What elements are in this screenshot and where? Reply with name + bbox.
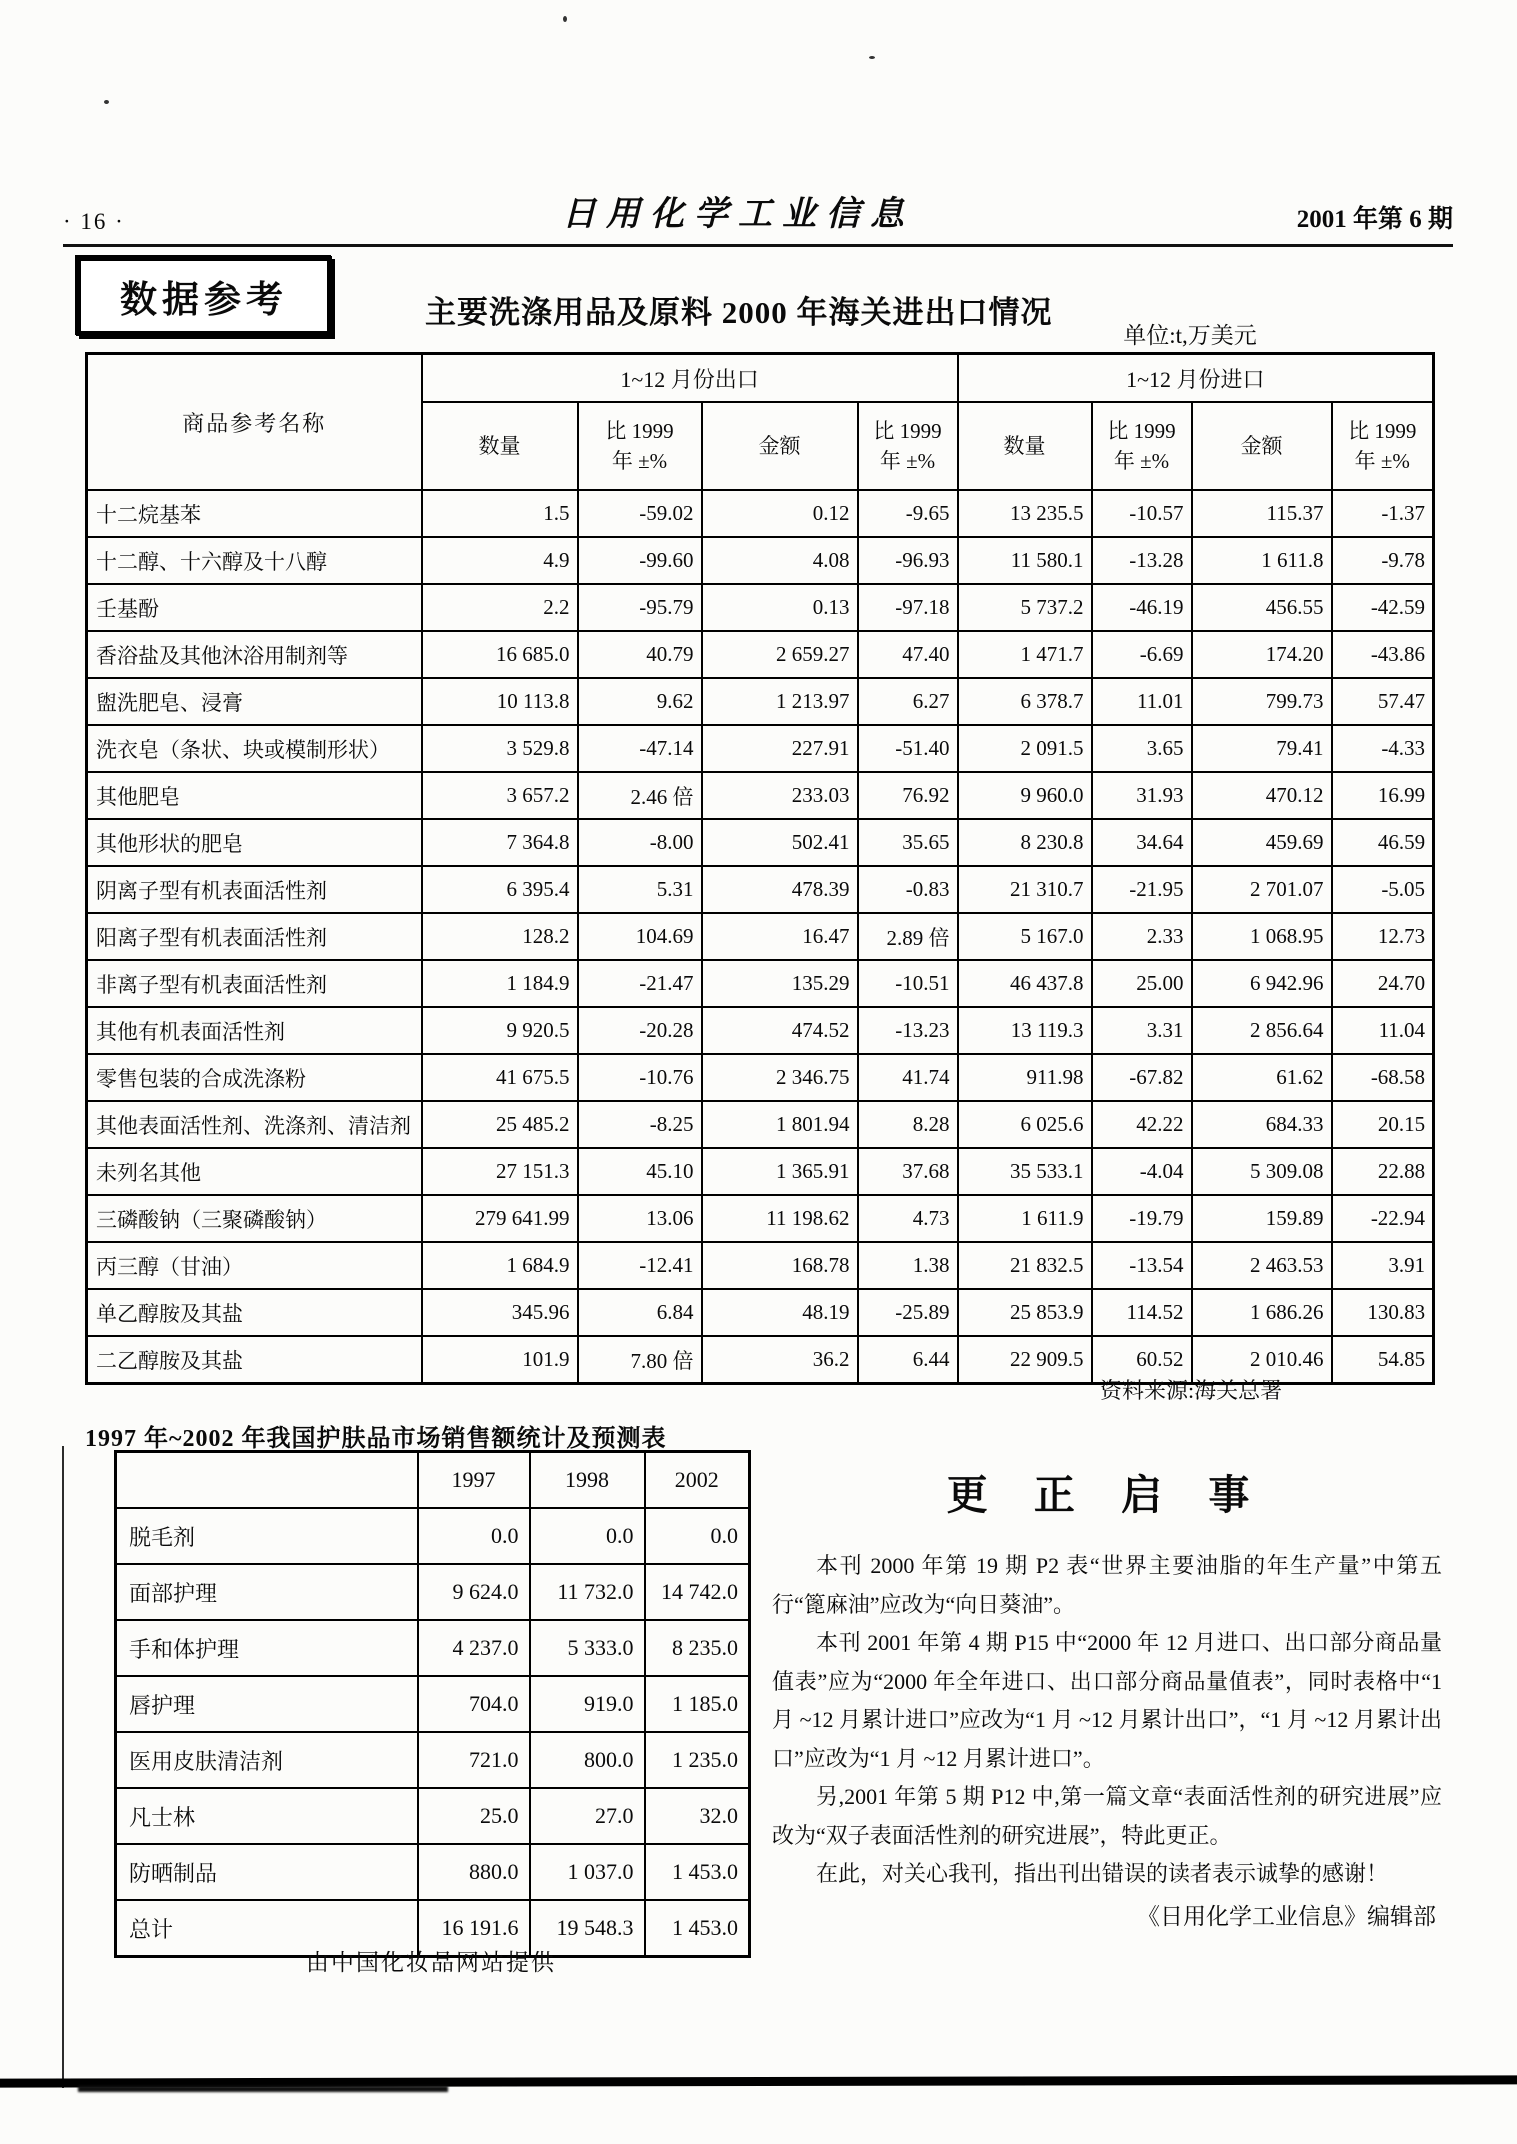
- value-cell: 1 471.7: [958, 631, 1092, 678]
- value-cell: -4.04: [1092, 1148, 1192, 1195]
- value-cell: 1.5: [422, 490, 578, 537]
- value-cell: 20.15: [1332, 1101, 1434, 1148]
- value-cell: 174.20: [1192, 631, 1332, 678]
- value-cell: -47.14: [578, 725, 702, 772]
- correction-paragraph: 在此，对关心我刊，指出刊出错误的读者表示诚挚的感谢！: [816, 1861, 1389, 1886]
- value-cell: 22.88: [1332, 1148, 1434, 1195]
- table-row: [87, 1101, 1434, 1148]
- value-cell: -8.00: [578, 819, 702, 866]
- value-cell: -5.05: [1332, 866, 1434, 913]
- value-cell: 2 701.07: [1192, 866, 1332, 913]
- value-cell: 27 151.3: [422, 1148, 578, 1195]
- value-cell: 13.06: [578, 1195, 702, 1242]
- table-row: [116, 1732, 750, 1788]
- table-row: [116, 1508, 750, 1564]
- value-cell: 47.40: [858, 631, 958, 678]
- value-cell: -4.33: [1332, 725, 1434, 772]
- value-cell: 6 025.6: [958, 1101, 1092, 1148]
- subheader-cell: 金额: [702, 402, 858, 490]
- value-cell: 79.41: [1192, 725, 1332, 772]
- value-cell: 25 485.2: [422, 1101, 578, 1148]
- table-row: [87, 678, 1434, 725]
- value-cell: 61.62: [1192, 1054, 1332, 1101]
- value-cell: 9 920.5: [422, 1007, 578, 1054]
- value-cell: 25.0: [418, 1788, 530, 1844]
- value-cell: -21.95: [1092, 866, 1192, 913]
- subheader-cell: 比 1999 年 ±%: [578, 402, 702, 490]
- page-header: [63, 186, 1453, 235]
- value-cell: 36.2: [702, 1336, 858, 1384]
- value-cell: 35 533.1: [958, 1148, 1092, 1195]
- value-cell: -13.28: [1092, 537, 1192, 584]
- value-cell: 57.47: [1332, 678, 1434, 725]
- value-cell: 115.37: [1192, 490, 1332, 537]
- value-cell: 12.73: [1332, 913, 1434, 960]
- header-rule: [63, 244, 1453, 247]
- commodity-name-cell: 阴离子型有机表面活性剂: [87, 866, 422, 913]
- table-row: [87, 819, 1434, 866]
- correction-notice: [772, 1462, 1442, 1931]
- subheader-cell: 比 1999 年 ±%: [1332, 402, 1434, 490]
- value-cell: 9 624.0: [418, 1564, 530, 1620]
- value-cell: 27.0: [530, 1788, 645, 1844]
- value-cell: -20.28: [578, 1007, 702, 1054]
- table-row: [87, 772, 1434, 819]
- value-cell: 2.33: [1092, 913, 1192, 960]
- scan-speck: [563, 16, 567, 22]
- year-header-cell: [116, 1452, 418, 1509]
- value-cell: 1 365.91: [702, 1148, 858, 1195]
- value-cell: 130.83: [1332, 1289, 1434, 1336]
- value-cell: -59.02: [578, 490, 702, 537]
- table-row: [116, 1620, 750, 1676]
- value-cell: -95.79: [578, 584, 702, 631]
- value-cell: 101.9: [422, 1336, 578, 1384]
- header-row: [116, 1452, 750, 1509]
- value-cell: 1 185.0: [645, 1676, 750, 1732]
- value-cell: 1 453.0: [645, 1844, 750, 1900]
- value-cell: 1 037.0: [530, 1844, 645, 1900]
- commodity-name-cell: 丙三醇（甘油）: [87, 1242, 422, 1289]
- value-cell: 25 853.9: [958, 1289, 1092, 1336]
- value-cell: 8.28: [858, 1101, 958, 1148]
- value-cell: 159.89: [1192, 1195, 1332, 1242]
- value-cell: 6.44: [858, 1336, 958, 1384]
- table-row: [87, 1148, 1434, 1195]
- value-cell: 1 068.95: [1192, 913, 1332, 960]
- correction-body: [772, 1547, 1442, 1894]
- value-cell: 46.59: [1332, 819, 1434, 866]
- table-row: [87, 1242, 1434, 1289]
- value-cell: 35.65: [858, 819, 958, 866]
- value-cell: 6 942.96: [1192, 960, 1332, 1007]
- correction-paragraph: 本刊 2001 年第 4 期 P15 中“2000 年 12 月进口、出口部分商品量值表”应为“2000 年全年进口、出口部分商品量值表”，同时表格中“1 月 ~12 月累计进口”应改为“1 月 ~12 月累计出口”，“1 月 ~12 月累计出口”应改为“1 月 ~12 月累计进口”。: [772, 1630, 1442, 1771]
- value-cell: 9 960.0: [958, 772, 1092, 819]
- value-cell: 6 378.7: [958, 678, 1092, 725]
- value-cell: 13 119.3: [958, 1007, 1092, 1054]
- source-note: 资料来源:海关总署: [1100, 1378, 1283, 1403]
- category-name-cell: 脱毛剂: [116, 1508, 418, 1564]
- commodity-name-cell: 香浴盐及其他沐浴用制剂等: [87, 631, 422, 678]
- subheader-cell: 比 1999 年 ±%: [858, 402, 958, 490]
- value-cell: -22.94: [1332, 1195, 1434, 1242]
- commodity-name-cell: 其他形状的肥皂: [87, 819, 422, 866]
- commodity-name-cell: 二乙醇胺及其盐: [87, 1336, 422, 1384]
- correction-paragraph: 本刊 2000 年第 19 期 P2 表“世界主要油脂的年生产量”中第五行“篦麻油”应改为“向日葵油”。: [772, 1553, 1442, 1617]
- value-cell: 16 191.6: [418, 1900, 530, 1957]
- scan-speck: [104, 100, 109, 104]
- table-row: [116, 1788, 750, 1844]
- table-row: [87, 1195, 1434, 1242]
- value-cell: 1 235.0: [645, 1732, 750, 1788]
- value-cell: 919.0: [530, 1676, 645, 1732]
- value-cell: -10.76: [578, 1054, 702, 1101]
- table-row: [87, 1289, 1434, 1336]
- value-cell: 11.04: [1332, 1007, 1434, 1054]
- value-cell: 5 309.08: [1192, 1148, 1332, 1195]
- table-row: [87, 1007, 1434, 1054]
- value-cell: -99.60: [578, 537, 702, 584]
- value-cell: 41.74: [858, 1054, 958, 1101]
- table-row: [116, 1564, 750, 1620]
- value-cell: 233.03: [702, 772, 858, 819]
- commodity-name-cell: 阳离子型有机表面活性剂: [87, 913, 422, 960]
- value-cell: 6.27: [858, 678, 958, 725]
- value-cell: 37.68: [858, 1148, 958, 1195]
- category-name-cell: 医用皮肤清洁剂: [116, 1732, 418, 1788]
- value-cell: 2 091.5: [958, 725, 1092, 772]
- value-cell: 800.0: [530, 1732, 645, 1788]
- value-cell: 1 686.26: [1192, 1289, 1332, 1336]
- value-cell: 25.00: [1092, 960, 1192, 1007]
- table-row: [87, 960, 1434, 1007]
- scan-speck: [869, 56, 875, 59]
- commodity-name-cell: 十二烷基苯: [87, 490, 422, 537]
- value-cell: 3 657.2: [422, 772, 578, 819]
- value-cell: 721.0: [418, 1732, 530, 1788]
- value-cell: 3.31: [1092, 1007, 1192, 1054]
- value-cell: 11 198.62: [702, 1195, 858, 1242]
- value-cell: 2 463.53: [1192, 1242, 1332, 1289]
- section-badge: 数据参考: [76, 256, 332, 336]
- value-cell: 40.79: [578, 631, 702, 678]
- scan-artifact-vline: [62, 1446, 64, 2088]
- value-cell: 478.39: [702, 866, 858, 913]
- correction-paragraph: 另,2001 年第 5 期 P12 中,第一篇文章“表面活性剂的研究进展”应改为“双子表面活性剂的研究进展”，特此更正。: [772, 1784, 1442, 1848]
- value-cell: 5 333.0: [530, 1620, 645, 1676]
- commodity-name-cell: 其他有机表面活性剂: [87, 1007, 422, 1054]
- table-row: [87, 913, 1434, 960]
- value-cell: 7 364.8: [422, 819, 578, 866]
- value-cell: 16.47: [702, 913, 858, 960]
- value-cell: 4.73: [858, 1195, 958, 1242]
- skincare-table-title: 1997 年~2002 年我国护肤品市场销售额统计及预测表: [85, 1425, 667, 1452]
- commodity-name-cell: 单乙醇胺及其盐: [87, 1289, 422, 1336]
- value-cell: 227.91: [702, 725, 858, 772]
- value-cell: 14 742.0: [645, 1564, 750, 1620]
- value-cell: 24.70: [1332, 960, 1434, 1007]
- value-cell: 6 395.4: [422, 866, 578, 913]
- value-cell: -13.23: [858, 1007, 958, 1054]
- value-cell: 19 548.3: [530, 1900, 645, 1957]
- value-cell: 470.12: [1192, 772, 1332, 819]
- value-cell: -21.47: [578, 960, 702, 1007]
- commodity-name-cell: 洗衣皂（条状、块或模制形状）: [87, 725, 422, 772]
- value-cell: 2 010.46: [1192, 1336, 1332, 1384]
- value-cell: 0.12: [702, 490, 858, 537]
- value-cell: 31.93: [1092, 772, 1192, 819]
- value-cell: 9.62: [578, 678, 702, 725]
- value-cell: 456.55: [1192, 584, 1332, 631]
- table-row: [87, 725, 1434, 772]
- value-cell: 7.80 倍: [578, 1336, 702, 1384]
- group-header-export: 1~12 月份出口: [422, 354, 958, 403]
- category-name-cell: 唇护理: [116, 1676, 418, 1732]
- correction-signature: 《日用化学工业信息》编辑部: [1137, 1903, 1436, 1929]
- scan-artifact-line: [78, 2086, 448, 2092]
- commodity-name-cell: 十二醇、十六醇及十八醇: [87, 537, 422, 584]
- value-cell: 2.89 倍: [858, 913, 958, 960]
- commodity-name-cell: 其他表面活性剂、洗涤剂、清洁剂: [87, 1101, 422, 1148]
- value-cell: 2 659.27: [702, 631, 858, 678]
- value-cell: 2 856.64: [1192, 1007, 1332, 1054]
- value-cell: 1 801.94: [702, 1101, 858, 1148]
- commodity-name-cell: 其他肥皂: [87, 772, 422, 819]
- commodity-name-cell: 三磷酸钠（三聚磷酸钠）: [87, 1195, 422, 1242]
- value-cell: 2.46 倍: [578, 772, 702, 819]
- value-cell: -42.59: [1332, 584, 1434, 631]
- value-cell: 34.64: [1092, 819, 1192, 866]
- value-cell: 21 310.7: [958, 866, 1092, 913]
- value-cell: -51.40: [858, 725, 958, 772]
- value-cell: 32.0: [645, 1788, 750, 1844]
- value-cell: -19.79: [1092, 1195, 1192, 1242]
- value-cell: -9.65: [858, 490, 958, 537]
- value-cell: -68.58: [1332, 1054, 1434, 1101]
- value-cell: -10.57: [1092, 490, 1192, 537]
- value-cell: 3.65: [1092, 725, 1192, 772]
- value-cell: 42.22: [1092, 1101, 1192, 1148]
- value-cell: 46 437.8: [958, 960, 1092, 1007]
- value-cell: 502.41: [702, 819, 858, 866]
- subheader-cell: 金额: [1192, 402, 1332, 490]
- value-cell: 4.9: [422, 537, 578, 584]
- value-cell: 4 237.0: [418, 1620, 530, 1676]
- table-row: [87, 1054, 1434, 1101]
- commodity-name-cell: 非离子型有机表面活性剂: [87, 960, 422, 1007]
- table-row: [87, 537, 1434, 584]
- value-cell: 13 235.5: [958, 490, 1092, 537]
- journal-title: 日用化学工业信息: [562, 196, 914, 233]
- value-cell: -46.19: [1092, 584, 1192, 631]
- commodity-name-header: 商品参考名称: [87, 354, 422, 491]
- value-cell: 345.96: [422, 1289, 578, 1336]
- value-cell: -8.25: [578, 1101, 702, 1148]
- value-cell: 8 230.8: [958, 819, 1092, 866]
- value-cell: 1 611.9: [958, 1195, 1092, 1242]
- table-row: [87, 584, 1434, 631]
- value-cell: 10 113.8: [422, 678, 578, 725]
- provider-note: 由中国化妆品网站提供: [306, 1950, 556, 1975]
- category-name-cell: 面部护理: [116, 1564, 418, 1620]
- unit-note: 单位:t,万美元: [1123, 323, 1257, 348]
- value-cell: 76.92: [858, 772, 958, 819]
- value-cell: -0.83: [858, 866, 958, 913]
- value-cell: 104.69: [578, 913, 702, 960]
- value-cell: -10.51: [858, 960, 958, 1007]
- commodity-name-cell: 未列名其他: [87, 1148, 422, 1195]
- year-header-cell: 1998: [530, 1452, 645, 1509]
- value-cell: 11 580.1: [958, 537, 1092, 584]
- commodity-name-cell: 盥洗肥皂、浸膏: [87, 678, 422, 725]
- year-header-cell: 2002: [645, 1452, 750, 1509]
- value-cell: 911.98: [958, 1054, 1092, 1101]
- value-cell: 279 641.99: [422, 1195, 578, 1242]
- value-cell: 459.69: [1192, 819, 1332, 866]
- value-cell: 16.99: [1332, 772, 1434, 819]
- customs-table: [85, 352, 1435, 1385]
- year-header-cell: 1997: [418, 1452, 530, 1509]
- category-name-cell: 防晒制品: [116, 1844, 418, 1900]
- value-cell: 1 684.9: [422, 1242, 578, 1289]
- value-cell: -6.69: [1092, 631, 1192, 678]
- value-cell: 8 235.0: [645, 1620, 750, 1676]
- subheader-cell: 比 1999 年 ±%: [1092, 402, 1192, 490]
- value-cell: 60.52: [1092, 1336, 1192, 1384]
- value-cell: 135.29: [702, 960, 858, 1007]
- correction-title: 更 正 启 事: [946, 1472, 1268, 1518]
- value-cell: 128.2: [422, 913, 578, 960]
- subheader-cell: 数量: [422, 402, 578, 490]
- value-cell: 5 737.2: [958, 584, 1092, 631]
- value-cell: 22 909.5: [958, 1336, 1092, 1384]
- value-cell: 1.38: [858, 1242, 958, 1289]
- value-cell: 2 346.75: [702, 1054, 858, 1101]
- value-cell: 168.78: [702, 1242, 858, 1289]
- value-cell: -13.54: [1092, 1242, 1192, 1289]
- main-table-title: 主要洗涤用品及原料 2000 年海关进出口情况: [425, 294, 1053, 330]
- table-row: [87, 631, 1434, 678]
- page-number: · 16 ·: [63, 209, 125, 234]
- table-row: [116, 1676, 750, 1732]
- value-cell: 45.10: [578, 1148, 702, 1195]
- value-cell: 11 732.0: [530, 1564, 645, 1620]
- value-cell: 880.0: [418, 1844, 530, 1900]
- header-row: [87, 354, 1434, 403]
- value-cell: 6.84: [578, 1289, 702, 1336]
- value-cell: -25.89: [858, 1289, 958, 1336]
- table-row: [116, 1844, 750, 1900]
- subheader-cell: 数量: [958, 402, 1092, 490]
- table-row: [87, 490, 1434, 537]
- value-cell: 3.91: [1332, 1242, 1434, 1289]
- value-cell: 684.33: [1192, 1101, 1332, 1148]
- issue-label: 2001 年第 6 期: [1296, 206, 1453, 233]
- commodity-name-cell: 零售包装的合成洗涤粉: [87, 1054, 422, 1101]
- value-cell: 0.0: [530, 1508, 645, 1564]
- skincare-table: [114, 1450, 751, 1958]
- value-cell: 4.08: [702, 537, 858, 584]
- value-cell: 41 675.5: [422, 1054, 578, 1101]
- value-cell: -43.86: [1332, 631, 1434, 678]
- value-cell: 1 453.0: [645, 1900, 750, 1957]
- value-cell: -96.93: [858, 537, 958, 584]
- value-cell: 474.52: [702, 1007, 858, 1054]
- value-cell: 1 213.97: [702, 678, 858, 725]
- value-cell: 48.19: [702, 1289, 858, 1336]
- group-header-import: 1~12 月份进口: [958, 354, 1434, 403]
- value-cell: 16 685.0: [422, 631, 578, 678]
- value-cell: 3 529.8: [422, 725, 578, 772]
- category-name-cell: 手和体护理: [116, 1620, 418, 1676]
- value-cell: -67.82: [1092, 1054, 1192, 1101]
- value-cell: 5 167.0: [958, 913, 1092, 960]
- value-cell: 0.13: [702, 584, 858, 631]
- value-cell: 11.01: [1092, 678, 1192, 725]
- value-cell: -9.78: [1332, 537, 1434, 584]
- value-cell: 21 832.5: [958, 1242, 1092, 1289]
- value-cell: 704.0: [418, 1676, 530, 1732]
- value-cell: 54.85: [1332, 1336, 1434, 1384]
- value-cell: 5.31: [578, 866, 702, 913]
- category-name-cell: 凡士林: [116, 1788, 418, 1844]
- value-cell: 1 611.8: [1192, 537, 1332, 584]
- value-cell: -12.41: [578, 1242, 702, 1289]
- value-cell: -97.18: [858, 584, 958, 631]
- value-cell: 1 184.9: [422, 960, 578, 1007]
- value-cell: 114.52: [1092, 1289, 1192, 1336]
- value-cell: -1.37: [1332, 490, 1434, 537]
- commodity-name-cell: 壬基酚: [87, 584, 422, 631]
- value-cell: 799.73: [1192, 678, 1332, 725]
- value-cell: 0.0: [418, 1508, 530, 1564]
- value-cell: 0.0: [645, 1508, 750, 1564]
- table-row: [87, 866, 1434, 913]
- category-name-cell: 总计: [116, 1900, 418, 1957]
- value-cell: 2.2: [422, 584, 578, 631]
